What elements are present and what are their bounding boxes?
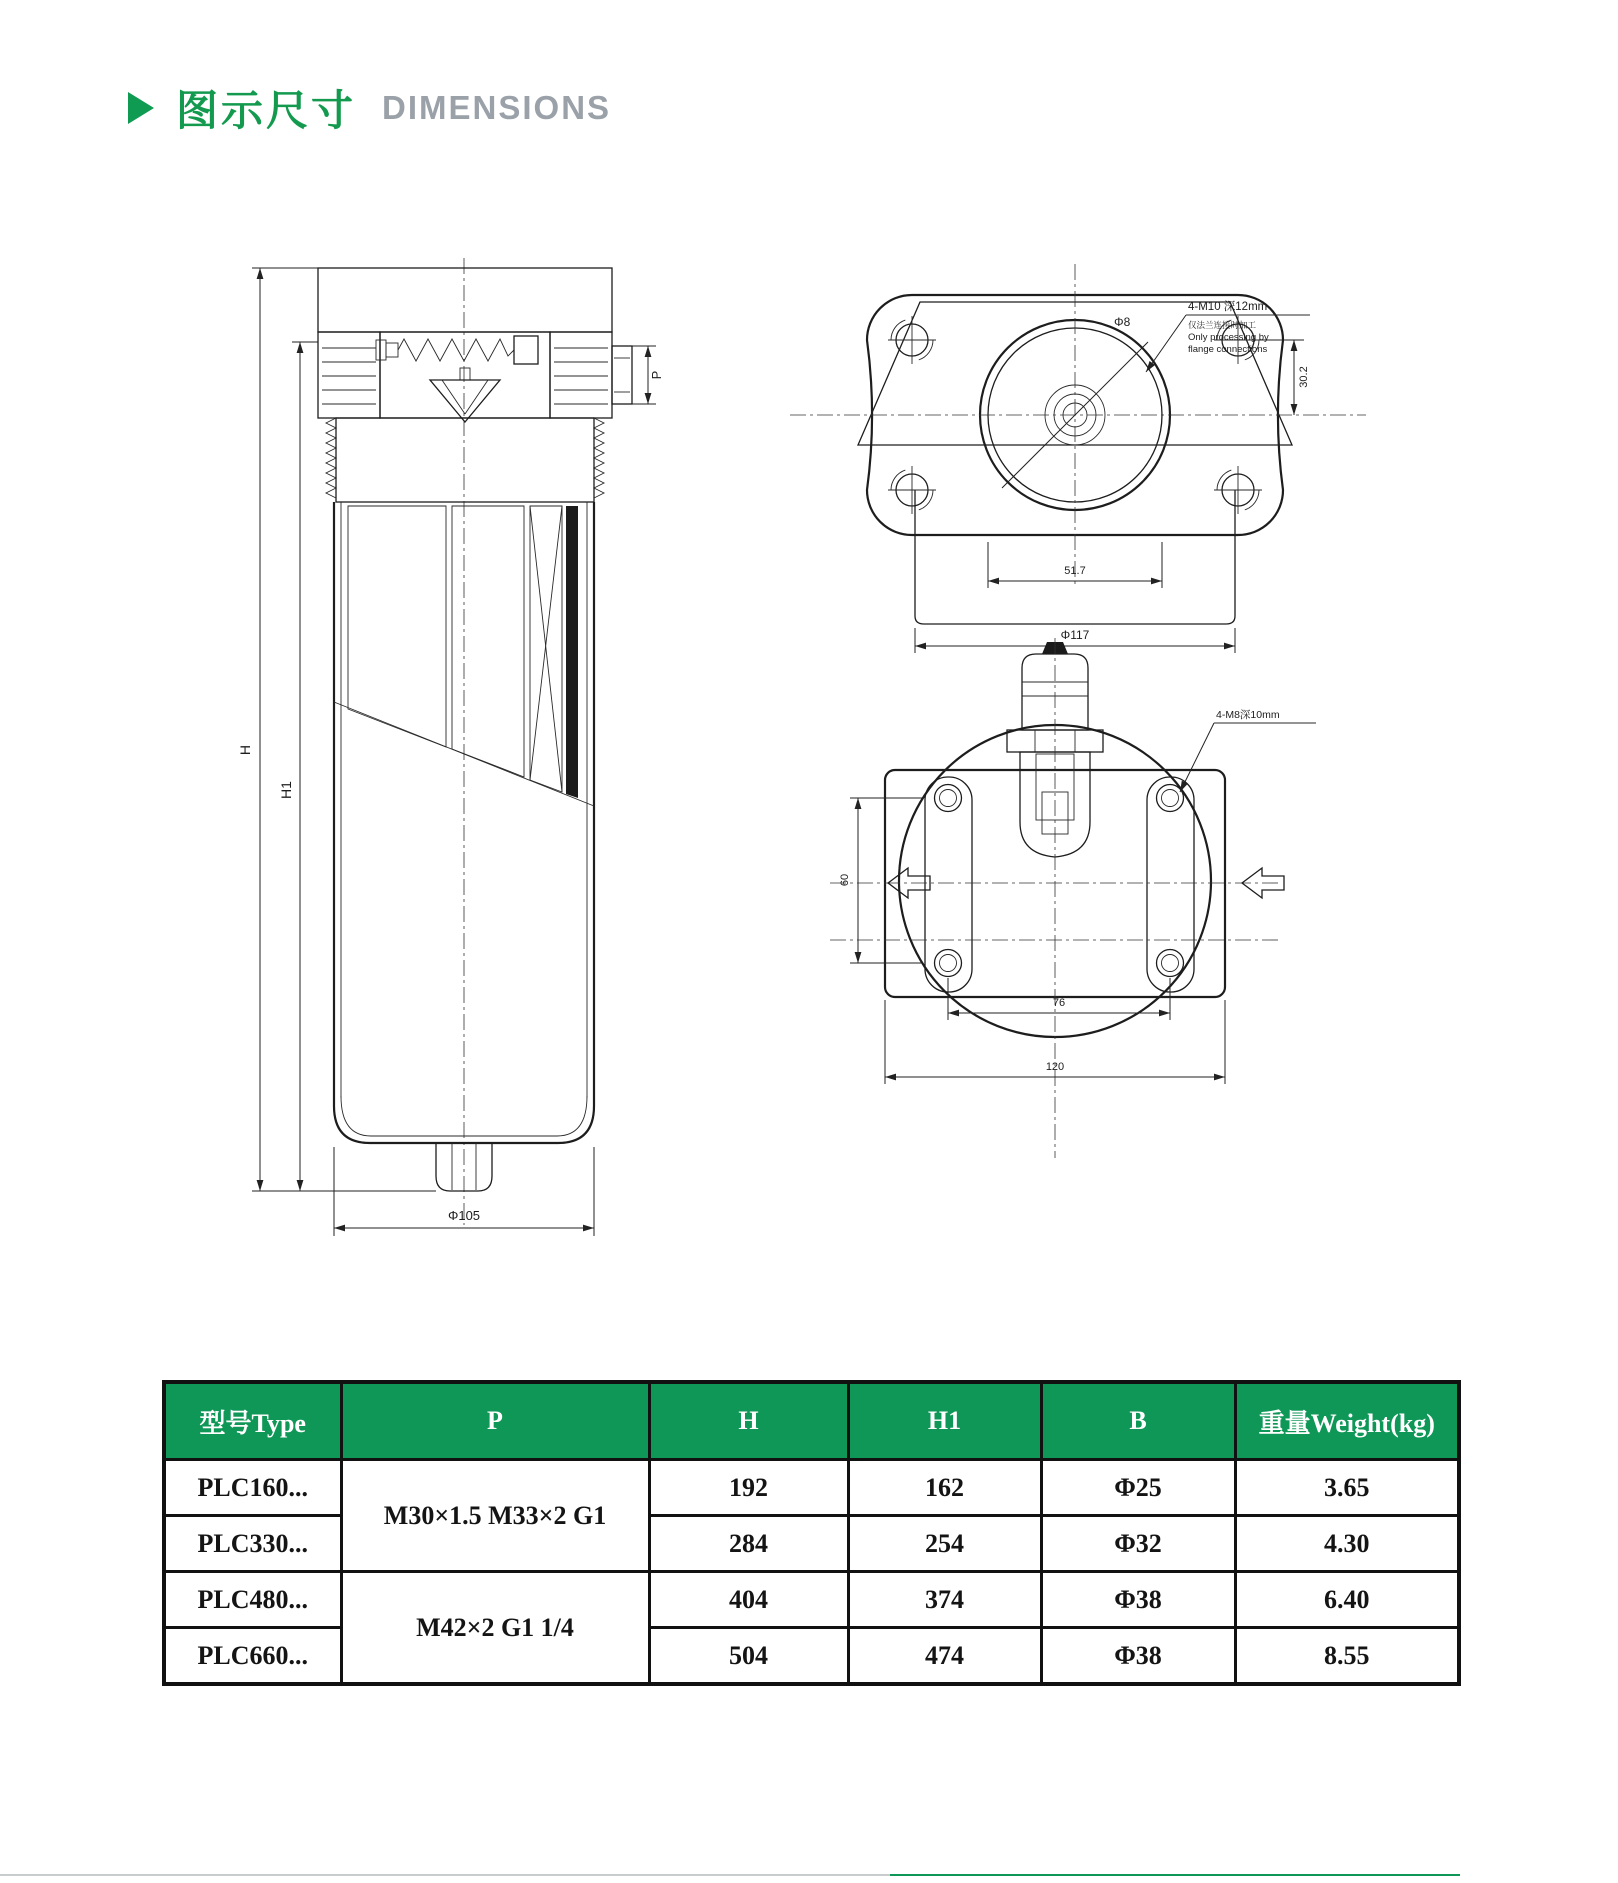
port-note [1180,709,1316,792]
dim-label-dia117: Φ117 [1060,628,1090,642]
cell-type: PLC160... [164,1460,341,1516]
cell-b: Φ38 [1041,1572,1235,1628]
header-h: H [649,1382,848,1460]
cell-h: 504 [649,1628,848,1685]
flange-note-line3: Only processing by [1188,332,1269,343]
cell-h1: 474 [848,1628,1041,1685]
cell-weight: 3.65 [1235,1460,1459,1516]
cell-weight: 8.55 [1235,1628,1459,1685]
footer-rule-gray [0,1874,890,1876]
dim-label-h: H [237,744,253,756]
dim-label-h1: H1 [278,781,294,799]
port-note-text: 4-M8深10mm [1216,709,1280,721]
cell-b: Φ38 [1041,1628,1235,1685]
dim-label-30-2: 30.2 [1298,366,1310,388]
table-row [164,1460,1459,1516]
section-header [128,78,611,138]
table-row [164,1572,1459,1628]
header-type: 型号Type [164,1382,341,1460]
flange-note-line2: 仅法兰连接时加工 [1188,320,1257,330]
cell-type: PLC480... [164,1572,341,1628]
dim-label-120: 120 [1045,1061,1065,1073]
cell-weight: 4.30 [1235,1516,1459,1572]
flange-note-line4: flange connections [1188,344,1268,355]
dim-label-p: P [649,370,664,380]
cell-type: PLC330... [164,1516,341,1572]
cell-h: 284 [649,1516,848,1572]
section-marker-icon [128,92,154,124]
cell-h: 192 [649,1460,848,1516]
cell-b: Φ32 [1041,1516,1235,1572]
flange-note [1146,300,1310,372]
table-header-row [164,1382,1459,1460]
cell-h1: 162 [848,1460,1041,1516]
header-weight: 重量Weight(kg) [1235,1382,1459,1460]
flange-note-line1: 4-M10 深12mm [1188,301,1268,313]
section-title-en: DIMENSIONS [382,89,612,126]
section-title-zh: 图示尺寸 [176,87,357,134]
front-view-drawing [237,258,664,1236]
bottom-view-drawing [830,638,1316,1158]
cell-p: M42×2 G1 1/4 [341,1572,649,1685]
cell-type: PLC660... [164,1628,341,1685]
dimensions-table [162,1380,1461,1686]
footer-rule-green [890,1874,1460,1876]
port-thread-lines [322,348,608,404]
header-b: B [1041,1382,1235,1460]
dim-label-60: 60 [839,873,851,887]
dim-label-76: 76 [1052,997,1066,1009]
header-h1: H1 [848,1382,1041,1460]
cell-h: 404 [649,1572,848,1628]
dim-label-51-7: 51.7 [1064,565,1086,577]
dim-label-dia8: Φ8 [1114,315,1131,329]
cell-h1: 254 [848,1516,1041,1572]
cell-b: Φ25 [1041,1460,1235,1516]
header-p: P [341,1382,649,1460]
cell-h1: 374 [848,1572,1041,1628]
cell-weight: 6.40 [1235,1572,1459,1628]
technical-drawing [230,250,1370,1260]
top-view-drawing [790,264,1366,653]
cell-p: M30×1.5 M33×2 G1 [341,1460,649,1572]
dim-label-dia105: Φ105 [447,1208,481,1223]
